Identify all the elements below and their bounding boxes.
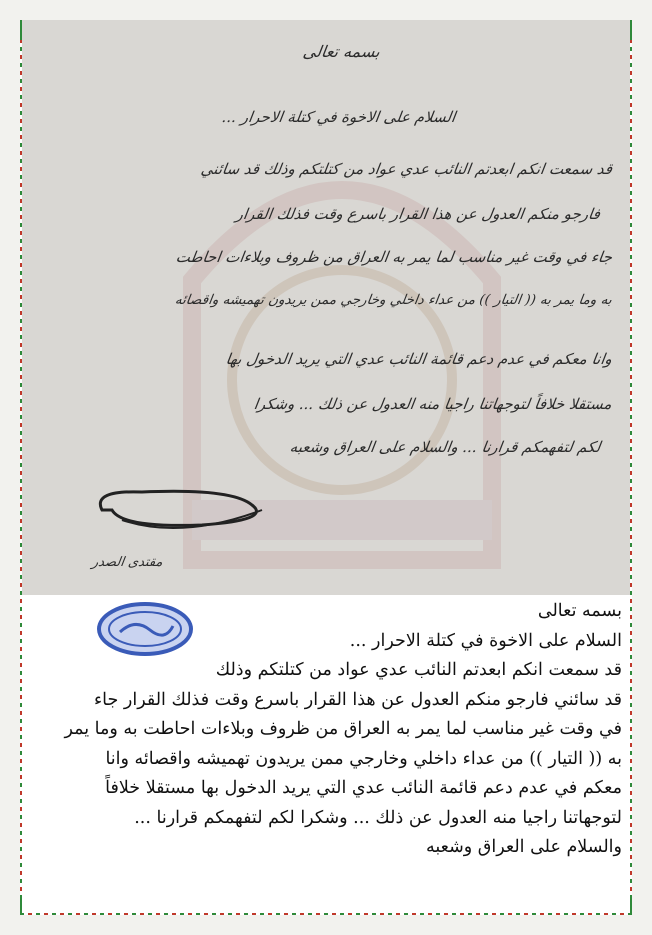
typed-line: به (( التيار )) من عداء داخلي وخارجي ممن يريدون تهميشه واقصائه وانا — [105, 748, 622, 769]
typed-line: في وقت غير مناسب لما يمر به العراق من ظروف وبلاءات احاطت به وما يمر — [64, 719, 622, 739]
handwritten-line: لكم لتفهمكم قرارنا ... والسلام على العراق وشعبه — [288, 438, 602, 456]
typed-line: لتوجهاتنا راجيا منه العدول عن ذلك ... وشكرا لكم لتفهمكم قرارنا ... — [134, 807, 622, 828]
handwritten-line: مستقلا خلافاً لتوجهاتنا راجيا منه العدول عن ذلك ... وشكرا — [253, 395, 614, 413]
handwritten-line: به وما يمر به (( التيار )) من عداء داخلي وخارجي ممن يريدون تهميشه واقصائه — [174, 292, 614, 308]
signature — [82, 480, 292, 595]
typed-line: والسلام على العراق وشعبه — [426, 837, 622, 857]
typed-line: معكم في عدم دعم قائمة النائب عدي التي يريد الدخول بها مستقلا خلافاً — [105, 778, 622, 798]
signature-name: مقتدى الصدر — [90, 555, 164, 570]
typed-line: قد سائني فارجو منكم العدول عن هذا القرار باسرع وقت فذلك القرار جاء — [93, 689, 622, 710]
typed-greeting: السلام على الاخوة في كتلة الاحرار ... — [349, 630, 622, 651]
blue-seal-stamp — [95, 600, 195, 658]
handwritten-line: جاء في وقت غير مناسب لما يمر به العراق من ظروف وبلاءات احاطت — [174, 248, 614, 266]
handwritten-letter-photo — [22, 20, 630, 595]
handwritten-line: وانا معكم في عدم دعم قائمة النائب عدي التي يريد الدخول بها — [224, 350, 614, 368]
typed-line: قد سمعت انكم ابعدتم النائب عدي عواد من كتلتكم وذلك — [215, 660, 622, 680]
handwritten-line: قد سمعت انكم ابعدتم النائب عدي عواد من كتلتكم وذلك قد سائني — [199, 160, 614, 178]
handwritten-basmala: بسمه تعالى — [301, 42, 382, 61]
handwritten-greeting: السلام على الاخوة في كتلة الاحرار ... — [220, 108, 457, 126]
handwritten-line: فارجو منكم العدول عن هذا القرار باسرع وقت فذلك القرار — [234, 205, 602, 223]
typed-basmala: بسمه تعالى — [537, 601, 622, 621]
